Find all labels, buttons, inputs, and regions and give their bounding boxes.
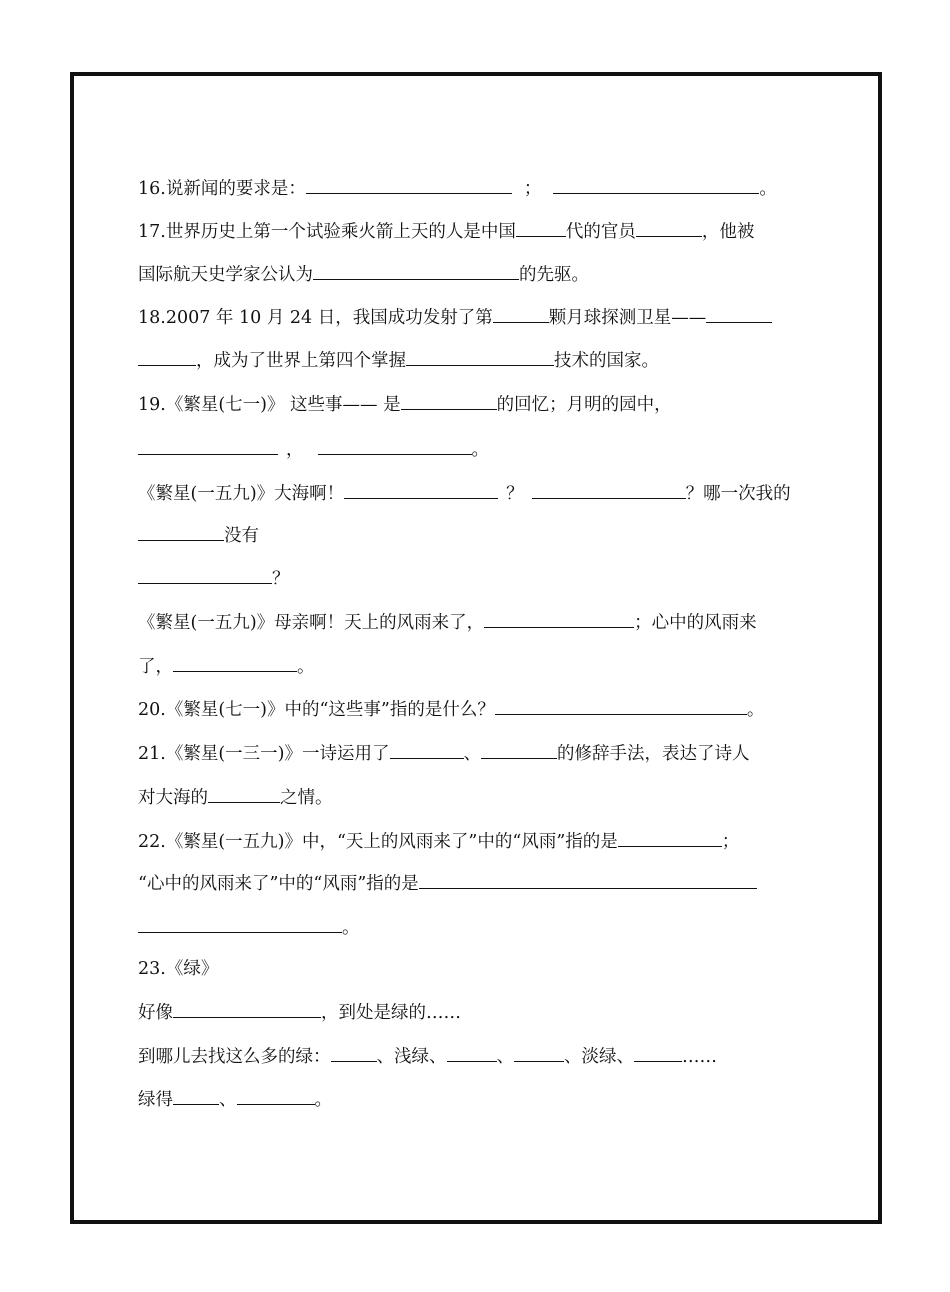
question-19-line-6: 《繁星(一五九)》母亲啊！天上的风雨来了， ；心中的风雨来	[138, 609, 757, 635]
question-23-line-1: 好像 ，到处是绿的……	[138, 999, 461, 1025]
question-20: 20.《繁星(七一)》中的“这些事”指的是什么？ 。	[138, 696, 764, 722]
blank[interactable]	[237, 1086, 315, 1105]
blank[interactable]	[173, 1086, 219, 1105]
blank[interactable]	[706, 304, 772, 323]
question-19-line-4: 没有	[138, 522, 259, 548]
blank[interactable]	[401, 391, 497, 410]
blank[interactable]	[618, 828, 722, 847]
question-23-title: 23.《绿》	[138, 959, 219, 979]
question-17-line-2: 国际航天史学家公认为 的先驱。	[138, 261, 589, 287]
blank[interactable]	[532, 480, 686, 499]
blank[interactable]	[484, 609, 634, 628]
question-22-line-2: “心中的风雨来了”中的“风雨”指的是	[138, 870, 757, 896]
question-18-line-2: ，成为了世界上第四个掌握 技术的国家。	[138, 347, 659, 373]
blank[interactable]	[406, 347, 554, 366]
question-16: 16.说新闻的要求是： ； 。	[138, 175, 777, 201]
blank[interactable]	[516, 218, 566, 237]
blank[interactable]	[447, 1043, 497, 1062]
blank[interactable]	[636, 218, 702, 237]
question-22-line-1: 22.《繁星(一五九)》中，“天上的风雨来了”中的“风雨”指的是 ；	[138, 828, 739, 854]
blank[interactable]	[306, 175, 512, 194]
blank[interactable]	[138, 436, 278, 455]
blank[interactable]	[208, 784, 280, 803]
question-18-line-1: 18.2007 年 10 月 24 日，我国成功发射了第 颗月球探测卫星——	[138, 304, 772, 330]
blank[interactable]	[138, 565, 272, 584]
blank[interactable]	[138, 347, 196, 366]
blank[interactable]	[481, 740, 557, 759]
blank[interactable]	[514, 1043, 564, 1062]
blank[interactable]	[331, 1043, 377, 1062]
question-19-line-7: 了， 。	[138, 653, 315, 679]
blank[interactable]	[138, 914, 342, 933]
blank[interactable]	[173, 653, 297, 672]
blank[interactable]	[344, 480, 498, 499]
question-23-line-2: 到哪儿去找这么多的绿： 、浅绿、 、 、淡绿、 ……	[138, 1043, 717, 1069]
question-19-line-1: 19.《繁星(七一)》 这些事—— 是 的回忆；月明的园中，	[138, 391, 672, 417]
blank[interactable]	[493, 304, 549, 323]
blank[interactable]	[634, 1043, 682, 1062]
blank[interactable]	[173, 999, 321, 1018]
question-19-line-3: 《繁星(一五九)》大海啊！ ？ ？哪一次我的	[138, 480, 791, 506]
blank[interactable]	[138, 522, 224, 541]
question-22-line-3: 。	[138, 914, 360, 940]
question-19-line-2: ， 。	[138, 436, 489, 462]
blank[interactable]	[318, 436, 472, 455]
question-21-line-1: 21.《繁星(一三一)》一诗运用了 、 的修辞手法，表达了诗人	[138, 740, 750, 766]
question-21-line-2: 对大海的 之情。	[138, 784, 333, 810]
blank[interactable]	[419, 870, 757, 889]
question-23-line-3: 绿得 、 。	[138, 1086, 332, 1112]
question-19-line-5: ？	[138, 565, 290, 591]
blank[interactable]	[553, 175, 759, 194]
blank[interactable]	[390, 740, 464, 759]
blank[interactable]	[495, 696, 747, 715]
question-17-line-1: 17.世界历史上第一个试验乘火箭上天的人是中国 代的官员 ，他被	[138, 218, 754, 244]
blank[interactable]	[313, 261, 519, 280]
